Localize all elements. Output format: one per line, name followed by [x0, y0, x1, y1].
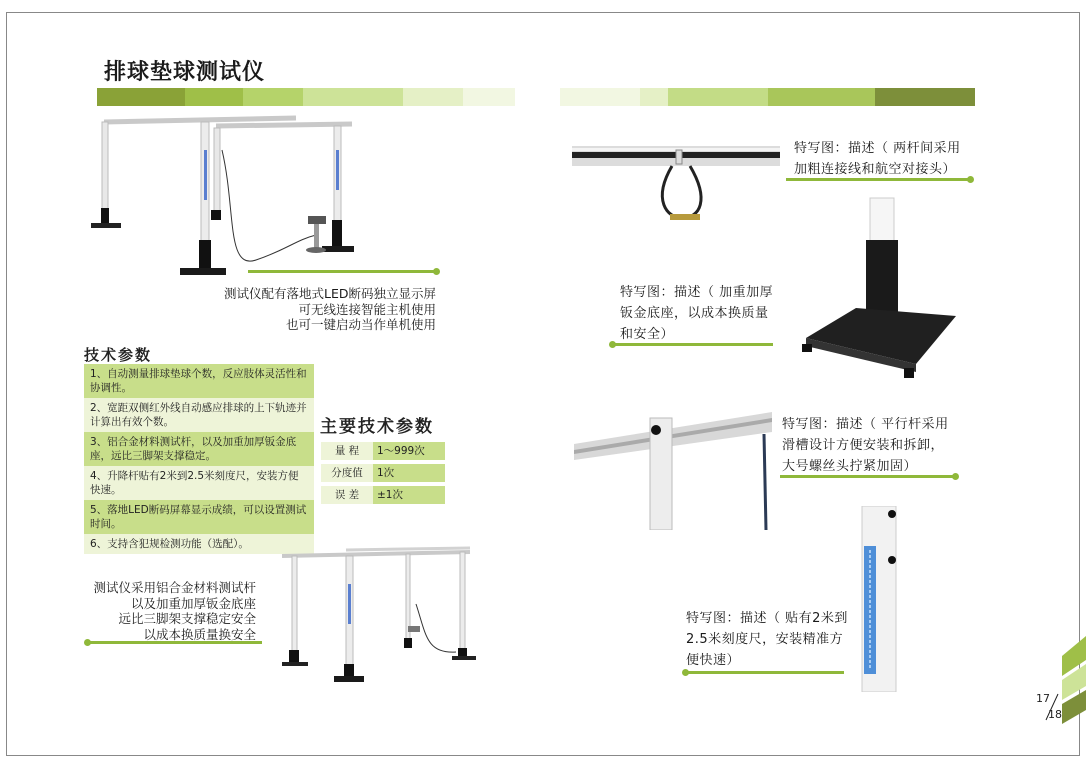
right-color-band: [560, 88, 975, 106]
closeup-caption-line: 特写图：描述（ 平行杆采用: [782, 417, 949, 432]
closeup-base-photo: [796, 196, 960, 382]
closeup-caption-1: [794, 138, 961, 180]
closeup-1-dot: [967, 176, 974, 183]
closeup-caption-line: 钣金底座，以成本换质量: [620, 306, 769, 321]
bottom-caption: [86, 580, 256, 642]
tech-spec-item: 1、自动测量排球垫球个数，反应肢体灵活性和协调性。: [84, 364, 314, 398]
closeup-connector-photo: [572, 140, 782, 230]
page-number-right: 18: [1048, 708, 1062, 721]
closeup-caption-line: 2.5米刻度尺，安装精准方: [686, 632, 844, 647]
closeup-caption-2: [620, 282, 773, 345]
closeup-4-underline: [686, 671, 844, 674]
tech-spec-item: 3、铝合金材料测试杆，以及加重加厚钣金底座，远比三脚架支撑稳定。: [84, 432, 314, 466]
closeup-caption-3: [782, 414, 949, 477]
closeup-caption-4: [686, 608, 848, 671]
top-caption-line: 也可一键启动当作单机使用: [285, 317, 436, 332]
bottom-caption-line: 远比三脚架支撑稳定安全: [118, 611, 256, 626]
product-photo-bottom: [276, 544, 482, 690]
main-params-row: [321, 464, 445, 482]
tech-spec-item: 4、升降杆贴有2米到2.5米刻度尺，安装方便快速。: [84, 466, 314, 500]
closeup-caption-line: 便快速）: [686, 653, 741, 668]
closeup-caption-line: 加粗连接线和航空对接头）: [794, 162, 957, 177]
closeup-rail-photo: [574, 404, 774, 530]
tech-section-title: 技术参数: [84, 346, 153, 364]
top-caption-line: 可无线连接智能主机使用: [298, 301, 436, 317]
top-caption: [200, 286, 436, 333]
bottom-caption-line: 测试仪采用铝合金材料测试杆: [93, 580, 256, 595]
page-title: 排球垫球测试仪: [104, 60, 266, 85]
main-params-row: [321, 442, 445, 460]
tech-spec-item: 2、宽距双侧红外线自动感应排球的上下轨迹并计算出有效个数。: [84, 398, 314, 432]
corner-stripes: [1062, 636, 1086, 732]
closeup-caption-line: 和安全）: [620, 327, 675, 342]
top-caption-line: 测试仪配有落地式LED断码独立显示屏: [224, 286, 436, 301]
tech-spec-list: [84, 364, 314, 554]
top-caption-underline: [248, 270, 436, 273]
top-caption-dot: [433, 268, 440, 275]
closeup-2-underline: [613, 343, 773, 346]
param-key: 分度值: [321, 464, 373, 482]
closeup-caption-line: 大号螺丝头拧紧加固）: [782, 459, 918, 474]
closeup-caption-line: 特写图：描述（ 两杆间采用: [794, 141, 961, 156]
closeup-1-underline: [786, 178, 971, 181]
left-color-band: [97, 88, 515, 106]
bottom-caption-line: 以及加重加厚钣金底座: [130, 595, 256, 611]
param-key: 误 差: [321, 486, 373, 504]
closeup-ruler-photo: [860, 506, 900, 692]
main-params-table: [321, 442, 445, 508]
page-number-left: 17: [1036, 692, 1050, 705]
bottom-caption-line: 以成本换质量换安全: [143, 626, 256, 642]
main-params-row: [321, 486, 445, 504]
tech-spec-item: 5、落地LED断码屏幕显示成绩，可以设置测试时间。: [84, 500, 314, 534]
param-value: 1次: [373, 464, 445, 482]
closeup-3-underline: [780, 475, 956, 478]
param-key: 量 程: [321, 442, 373, 460]
closeup-3-dot: [952, 473, 959, 480]
param-value: ±1次: [373, 486, 445, 504]
closeup-caption-line: 特写图：描述（ 加重加厚: [620, 285, 774, 300]
product-photo-top: [86, 110, 466, 290]
main-params-title: 主要技术参数: [320, 417, 434, 437]
closeup-caption-line: 特写图：描述（ 贴有2米到: [686, 611, 848, 626]
tech-spec-item: 6、支持含犯规检测功能（选配）。: [84, 534, 314, 554]
param-value: 1～999次: [373, 442, 445, 460]
closeup-caption-line: 滑槽设计方便安装和拆卸，: [782, 438, 945, 453]
bottom-caption-underline: [88, 641, 262, 644]
